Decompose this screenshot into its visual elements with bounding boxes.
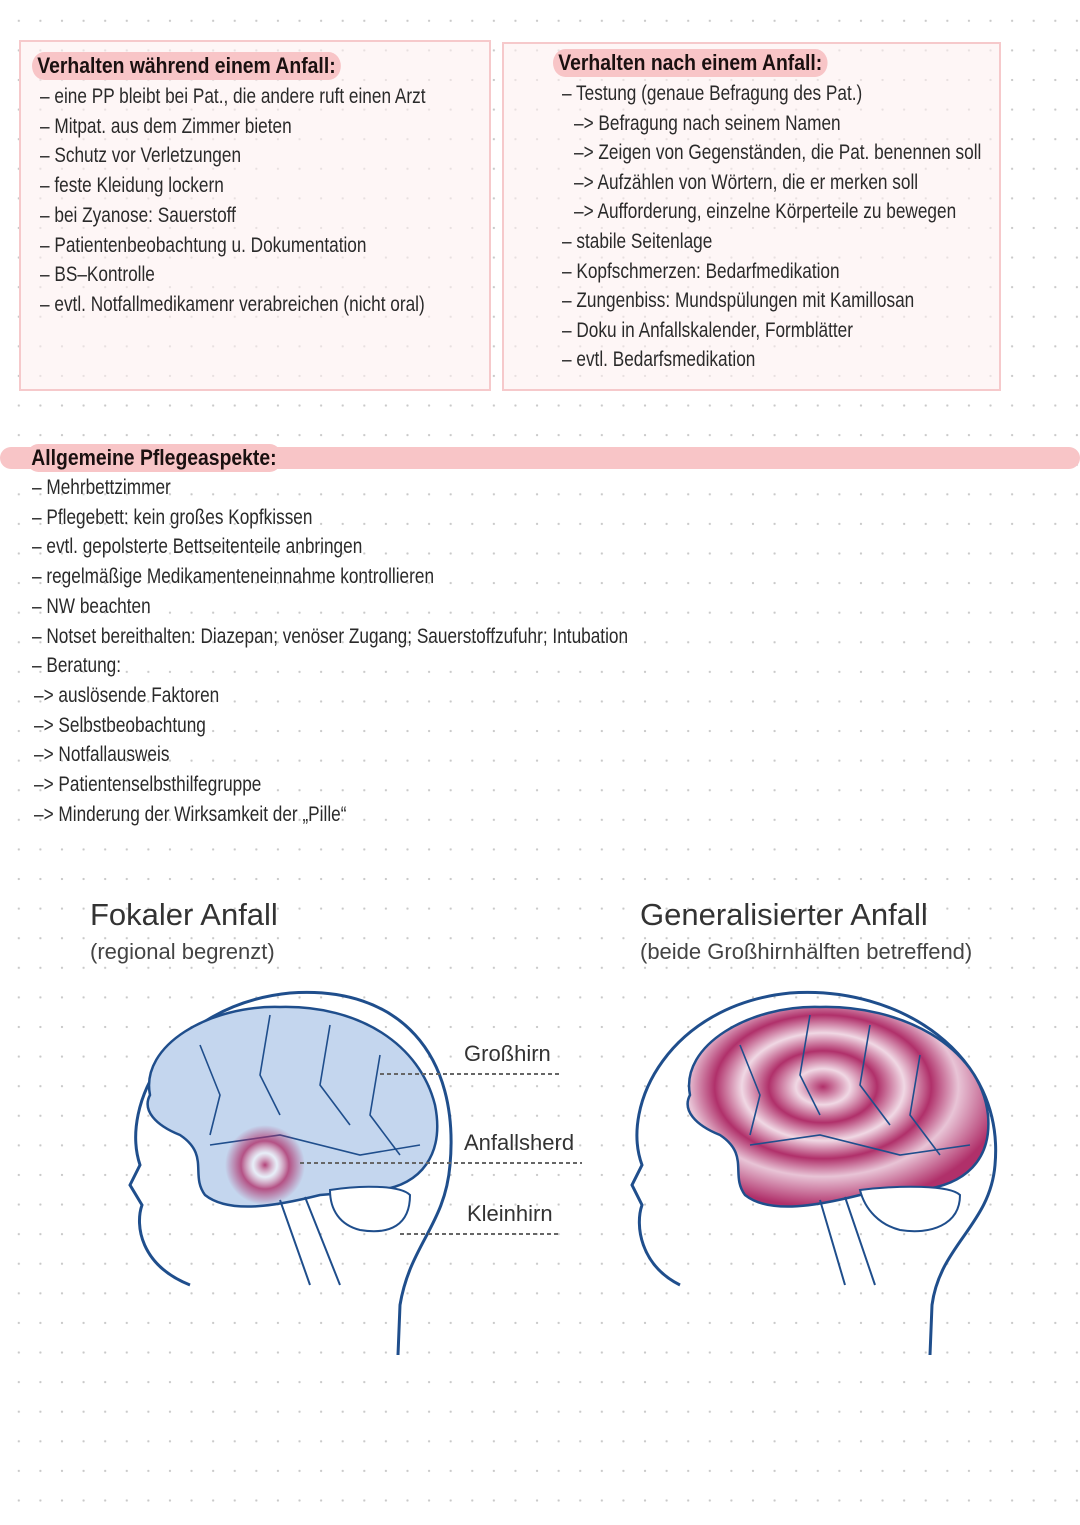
list-item: – Schutz vor Verletzungen (40, 144, 242, 168)
list-item: – Beratung: (32, 654, 122, 678)
brainstem (820, 1197, 875, 1285)
list-item: –> Selbstbeobachtung (34, 713, 206, 737)
label-cerebellum: Kleinhirn (467, 1201, 553, 1226)
general-care-title: Allgemeine Pflegeaspekte: (26, 444, 282, 472)
list-item: – Pflegebett: kein großes Kopfkissen (32, 505, 313, 529)
list-item: –> Aufzählen von Wörtern, die er merken soll (574, 170, 919, 194)
generalized-seizure-title: Generalisierter Anfall (640, 897, 928, 932)
seizure-focus (225, 1125, 305, 1205)
list-item: – evtl. gepolsterte Bettseitenteile anbringen (32, 535, 363, 559)
list-item: –> Patientenselbsthilfegruppe (34, 773, 262, 796)
brainstem (280, 1197, 340, 1285)
during-seizure-title: Verhalten während einem Anfall: (32, 52, 341, 80)
cerebellum (860, 1187, 960, 1232)
list-item: – bei Zyanose: Sauerstoff (40, 203, 236, 227)
list-item: – Doku in Anfallskalender, Formblätter (562, 318, 853, 342)
list-item: – BS–Kontrolle (40, 263, 155, 287)
list-item: – Patientenbeobachtung u. Dokumentation (40, 233, 367, 257)
list-item: – evtl. Bedarfsmedikation (562, 348, 756, 372)
list-item: –> Befragung nach seinem Namen (574, 111, 841, 135)
list-item: – Mehrbettzimmer (32, 476, 171, 499)
list-item: – Testung (genaue Befragung des Pat.) (562, 82, 863, 105)
list-item: – Kopfschmerzen: Bedarfmedikation (562, 259, 840, 283)
focal-seizure-title: Fokaler Anfall (90, 897, 278, 932)
list-item: –> Zeigen von Gegenständen, die Pat. benennen soll (574, 141, 982, 165)
list-item: –> Minderung der Wirksamkeit der „Pille“ (34, 802, 347, 826)
list-item: –> Aufforderung, einzelne Körperteile zu bewegen (574, 200, 957, 224)
label-seizure-focus: Anfallsherd (464, 1130, 575, 1155)
list-item: –> auslösende Faktoren (34, 683, 220, 707)
list-item: – Mitpat. aus dem Zimmer bieten (40, 114, 292, 138)
label-cerebrum: Großhirn (464, 1041, 551, 1066)
list-item: – Notset bereithalten: Diazepan; venöser Zugang; Sauerstoffzufuhr; Intubation (32, 624, 629, 648)
after-seizure-title: Verhalten nach einem Anfall: (553, 49, 828, 77)
list-item: – eine PP bleibt bei Pat., die andere ruft einen Arzt (40, 85, 426, 108)
list-item: – NW beachten (32, 594, 151, 618)
list-item: – feste Kleidung lockern (40, 174, 224, 198)
generalized-seizure-subtitle: (beide Großhirnhälften betreffend) (640, 939, 973, 964)
cerebellum (330, 1187, 410, 1232)
list-item: – stabile Seitenlage (562, 230, 713, 253)
list-item: – evtl. Notfallmedikamenr verabreichen (nicht oral) (40, 292, 425, 316)
list-item: –> Notfallausweis (34, 743, 170, 767)
list-item: – Zungenbiss: Mundspülungen mit Kamillosan (562, 289, 915, 313)
cerebrum (688, 1007, 989, 1207)
generalized-seizure-brain-illustration (620, 985, 1020, 1365)
focal-seizure-subtitle: (regional begrenzt) (90, 939, 275, 964)
list-item: – regelmäßige Medikamenteneinnahme kontrollieren (32, 565, 435, 589)
